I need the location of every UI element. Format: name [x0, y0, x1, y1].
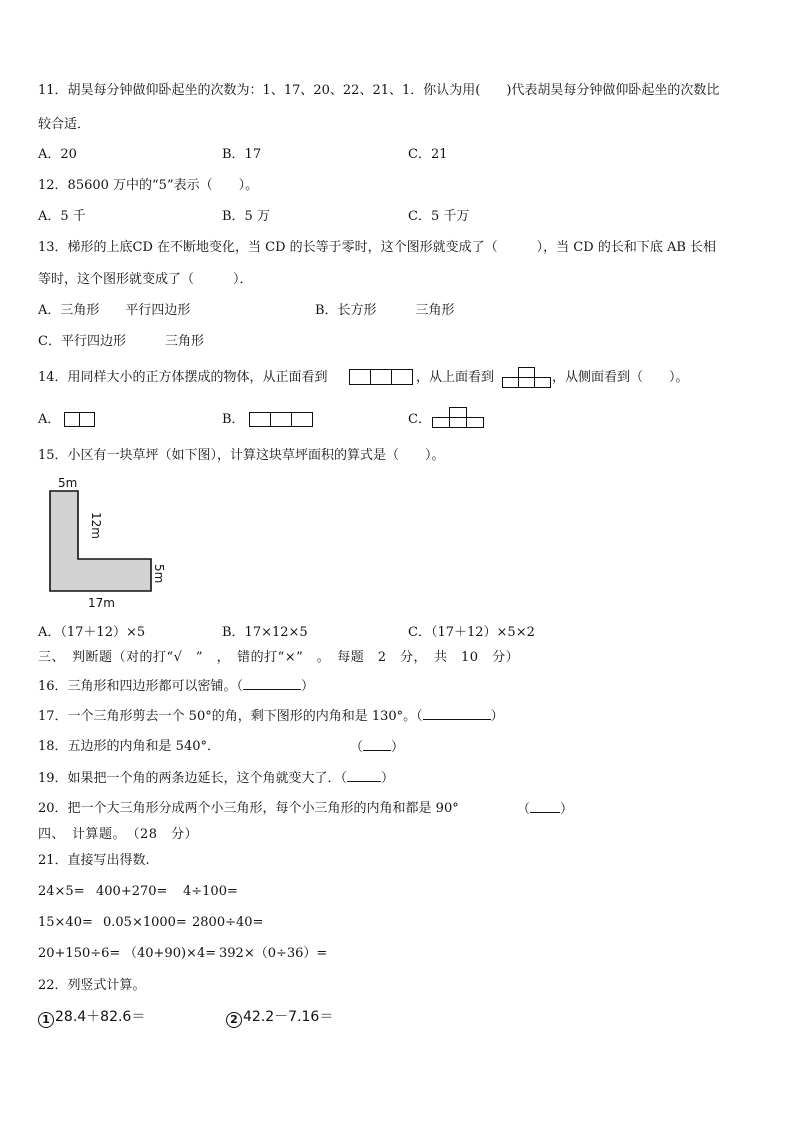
q12-option-b[interactable]: B．5 万: [222, 209, 270, 224]
lawn-l-shape-figure: [40, 472, 180, 612]
q11-option-b[interactable]: B．17: [222, 147, 262, 162]
question-18-answer: （ ）: [350, 740, 405, 755]
option-c-figure: [432, 407, 484, 429]
question-14-part3: ，从侧面看到（ ）。: [552, 370, 689, 385]
label-top: 5m: [58, 476, 78, 490]
q11-option-c[interactable]: C．21: [408, 147, 448, 162]
option-b-figure: [249, 412, 315, 428]
q12-option-a[interactable]: A．5 千: [38, 209, 86, 224]
option-a-figure: [64, 412, 96, 428]
calc-item: 0.05×1000=: [103, 915, 187, 930]
calc-item: 20+150÷6=: [38, 946, 121, 961]
label-inner: 12m: [89, 512, 103, 539]
q14-option-b[interactable]: B．: [222, 412, 245, 427]
section-3-title: 三、 判断题（对的打“√ ” ， 错的打“×” 。 每题 2 分， 共 10 分）: [38, 650, 520, 665]
q13-option-a[interactable]: A．三角形 平行四边形: [38, 303, 191, 318]
q13-option-c[interactable]: C．平行四边形 三角形: [38, 334, 204, 349]
q13-option-b[interactable]: B．长方形 三角形: [315, 303, 455, 318]
section-4-title: 四、 计算题。 （28 分）: [38, 827, 199, 842]
question-12-stem: 12．85600 万中的“5”表示（ ）。: [38, 178, 259, 193]
calc-item: 4÷100=: [183, 884, 238, 899]
question-16: 16．三角形和四边形都可以密铺。（ ）: [38, 679, 315, 694]
question-15-stem: 15．小区有一块草坪（如下图），计算这块草坪面积的算式是（ ）。: [38, 448, 445, 463]
top-view-figure: [502, 367, 552, 389]
label-right: 5m: [152, 564, 166, 584]
front-view-figure: [349, 369, 415, 386]
circled-number-1: 1: [38, 1012, 54, 1028]
q14-option-a[interactable]: A．: [38, 412, 61, 427]
vertical-calc-item-1: 1 28.4＋82.6＝: [38, 1008, 145, 1028]
question-22-stem: 22．列竖式计算。: [38, 978, 146, 993]
calc-item: 392×（0÷36）=: [219, 946, 328, 961]
calc-item: 400+270=: [96, 884, 168, 899]
question-13-stem: 13．梯形的上底CD 在不断地变化，当 CD 的长等于零时，这个图形就变成了（ ），当 CD 的长和下底 AB 长相: [38, 240, 717, 255]
circled-number-2: 2: [226, 1012, 242, 1028]
q14-option-c[interactable]: C．: [408, 412, 431, 427]
answer-blank-19[interactable]: [347, 769, 381, 782]
q15-option-a[interactable]: A．（17＋12）×5: [38, 625, 146, 640]
question-14-part1: 14．用同样大小的正方体摆成的物体，从正面看到: [38, 370, 328, 385]
question-20-answer: （ ）: [517, 802, 574, 817]
q11-option-a[interactable]: A．20: [38, 147, 77, 162]
question-11-stem: 11．胡昊每分钟做仰卧起坐的次数为：1、17、20、22、21、1．你认为用( )代表胡昊每分钟做仰卧起坐的次数比: [38, 83, 720, 98]
calc-item: （40+90)×4=: [124, 946, 217, 961]
question-21-stem: 21．直接写出得数.: [38, 853, 150, 868]
answer-blank-17[interactable]: [423, 707, 491, 720]
vertical-calc-item-2: 2 42.2－7.16＝: [226, 1008, 333, 1028]
question-17: 17．一个三角形剪去一个 50°的角，剩下图形的内角和是 130°。（ ）: [38, 709, 504, 724]
question-18: 18．五边形的内角和是 540°．: [38, 739, 220, 754]
calc-item: 24×5=: [38, 884, 85, 899]
question-20: 20．把一个大三角形分成两个小三角形，每个小三角形的内角和都是 90°: [38, 801, 459, 816]
answer-blank-16[interactable]: [243, 677, 301, 690]
q15-option-b[interactable]: B．17×12×5: [222, 625, 308, 640]
label-bottom: 17m: [88, 596, 115, 610]
question-11-stem-cont: 较合适．: [38, 117, 91, 132]
question-13-stem-cont: 等时，这个图形就变成了（ ）．: [38, 272, 253, 287]
calc-item: 15×40=: [38, 915, 93, 930]
q12-option-c[interactable]: C．5 千万: [408, 209, 470, 224]
question-19: 19．如果把一个角的两条边延长，这个角就变大了．（ ）: [38, 771, 395, 786]
answer-blank-18[interactable]: [363, 738, 391, 751]
calc-item: 2800÷40=: [192, 915, 264, 930]
question-14-part2: ，从上面看到: [416, 370, 495, 385]
q15-option-c[interactable]: C．（17＋12）×5×2: [408, 625, 535, 640]
answer-blank-20[interactable]: [530, 800, 560, 813]
